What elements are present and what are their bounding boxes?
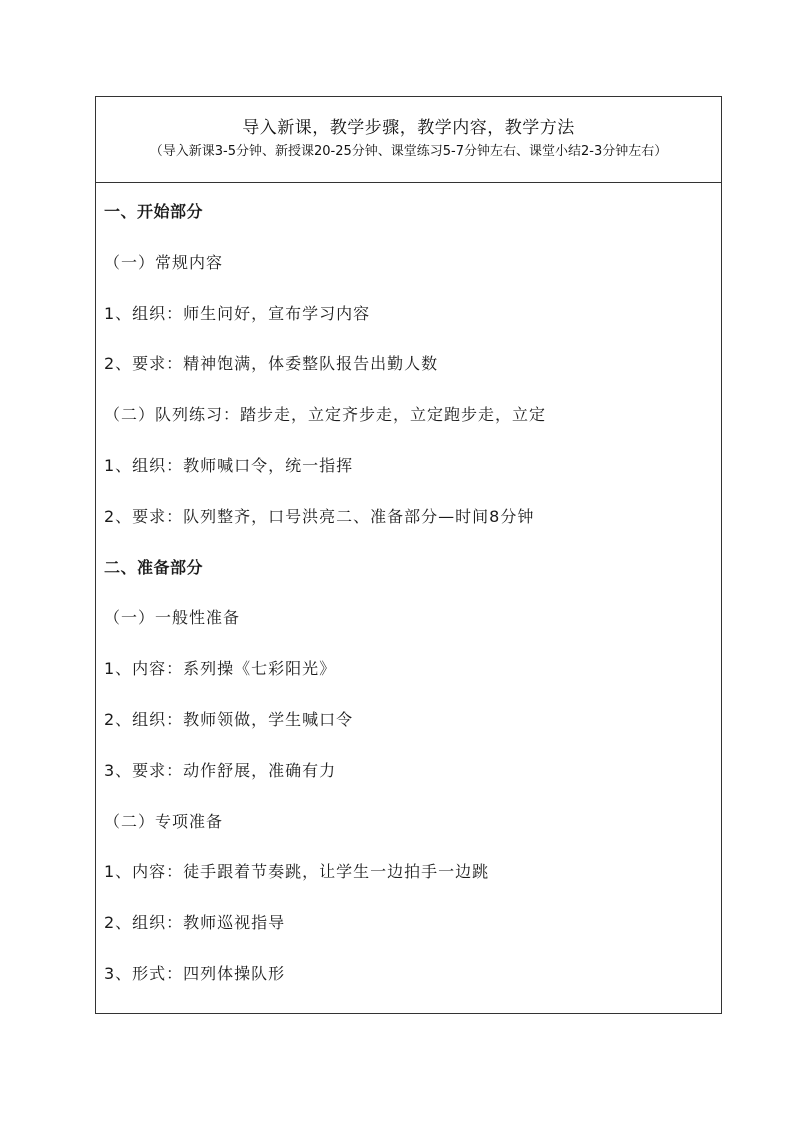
- table-header-cell: [96, 97, 721, 183]
- content-line: 2、要求：精神饱满，体委整队报告出勤人数: [104, 354, 439, 374]
- content-line: 1、组织：教师喊口令，统一指挥: [104, 455, 354, 475]
- content-line: 1、内容：徒手跟着节奏跳，让学生一边拍手一边跳: [104, 862, 490, 882]
- content-line: 2、要求：队列整齐，口号洪亮二、准备部分—时间8分钟: [104, 506, 535, 526]
- section-heading: 二、准备部分: [104, 557, 204, 577]
- content-line: 3、形式：四列体操队形: [104, 963, 286, 983]
- header-subtitle: （导入新课3-5分钟、新授课20-25分钟、课堂练习5-7分钟左右、课堂小结2-3分钟左右）: [149, 144, 668, 159]
- content-line: 2、组织：教师领做，学生喊口令: [104, 709, 354, 729]
- lesson-plan-table: [95, 96, 722, 1014]
- content-line: 3、要求：动作舒展，准确有力: [104, 760, 337, 780]
- subsection-heading: （一）一般性准备: [104, 608, 241, 628]
- content-line: 2、组织：教师巡视指导: [104, 913, 286, 933]
- subsection-heading: （二）队列练习：踏步走，立定齐步走，立定跑步走，立定: [104, 405, 547, 425]
- content-line: 1、内容：系列操《七彩阳光》: [104, 659, 337, 679]
- table-body-cell: [96, 183, 721, 1000]
- subsection-heading: （一）常规内容: [104, 252, 224, 272]
- header-title: 导入新课，教学步骤，教学内容，教学方法: [242, 118, 575, 138]
- content-line: 1、组织：师生问好，宣布学习内容: [104, 303, 371, 323]
- subsection-heading: （二）专项准备: [104, 811, 224, 831]
- section-heading: 一、开始部分: [104, 202, 204, 221]
